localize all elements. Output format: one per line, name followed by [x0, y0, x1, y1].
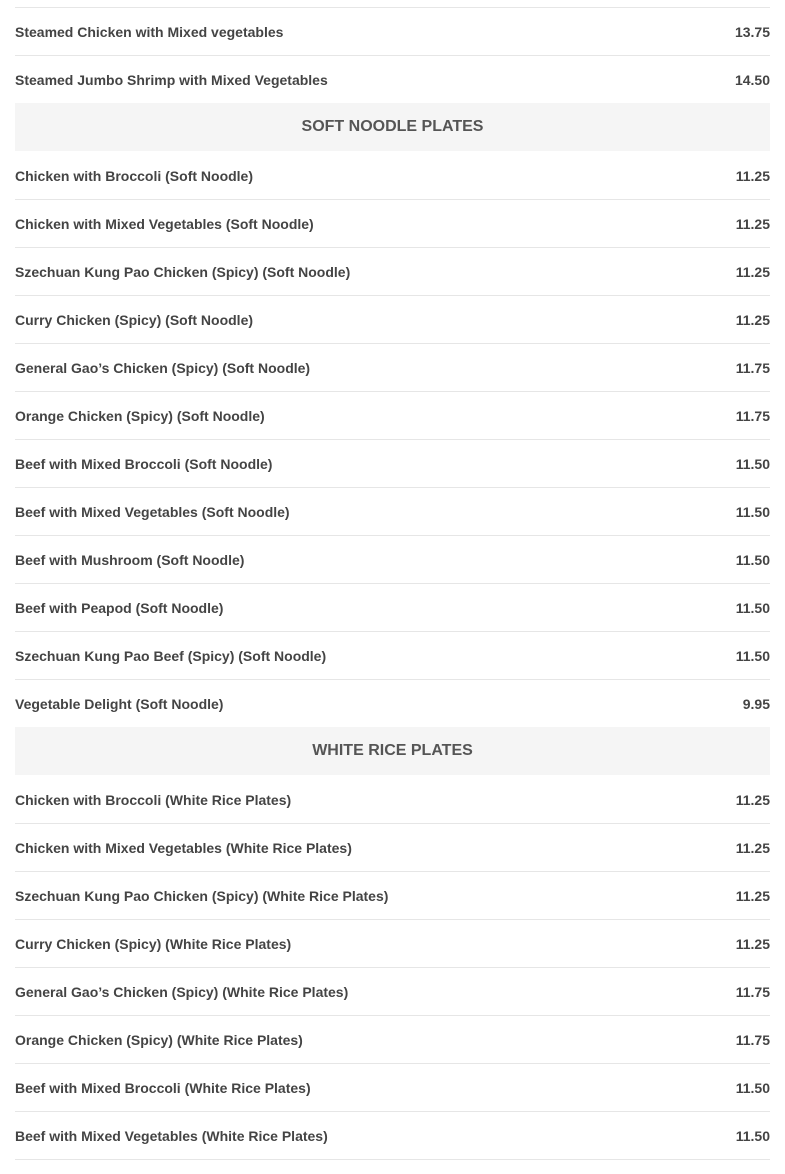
- menu-item-name: Chicken with Mixed Vegetables (Soft Noodle): [15, 216, 314, 232]
- menu-item-price: 11.50: [735, 648, 770, 664]
- menu-item-price: 11.25: [735, 312, 770, 328]
- menu-item[interactable]: [15, 1015, 770, 1063]
- menu-item[interactable]: [15, 1111, 770, 1159]
- menu-item-price: 11.25: [735, 791, 770, 808]
- menu-item-name: General Gao’s Chicken (Spicy) (White Rice Plates): [15, 984, 349, 1000]
- menu-item-name: Szechuan Kung Pao Chicken (Spicy) (White Rice Plates): [15, 888, 389, 904]
- menu-item-price: 11.50: [735, 1080, 770, 1096]
- menu-item[interactable]: [15, 343, 770, 391]
- menu-item-price: 11.50: [735, 552, 770, 568]
- menu-item[interactable]: [15, 295, 770, 343]
- menu-item-price: 11.50: [735, 1128, 770, 1144]
- menu-item[interactable]: [15, 823, 770, 871]
- menu-item-name: Beef with Mixed Vegetables (Soft Noodle): [15, 504, 290, 520]
- menu-item-price: 11.25: [735, 216, 770, 232]
- menu-item[interactable]: [15, 775, 770, 823]
- menu-item-name: Beef with Mushroom (Soft Noodle): [15, 552, 245, 568]
- menu-item-name: Vegetable Delight (Soft Noodle): [15, 696, 224, 712]
- menu-item[interactable]: [15, 151, 770, 199]
- menu-item[interactable]: [15, 967, 770, 1015]
- menu-item-name: Orange Chicken (Spicy) (Soft Noodle): [15, 408, 265, 424]
- menu-item-price: 11.25: [735, 264, 770, 280]
- menu-item-name: Chicken with Broccoli (White Rice Plates): [15, 791, 292, 808]
- menu-item-name: Steamed Jumbo Shrimp with Mixed Vegetables: [15, 72, 328, 88]
- menu-item-price: 11.50: [735, 504, 770, 520]
- menu-item[interactable]: [15, 679, 770, 727]
- menu-item-price: 11.75: [735, 360, 770, 376]
- menu-item-name: Beef with Mixed Vegetables (White Rice Plates): [15, 1128, 328, 1144]
- menu-item[interactable]: [15, 55, 770, 103]
- menu-item-name: Orange Chicken (Spicy) (White Rice Plates): [15, 1032, 303, 1048]
- menu-item-name: Szechuan Kung Pao Beef (Spicy) (Soft Noodle): [15, 648, 327, 664]
- menu-item-name: Steamed Chicken with Mixed vegetables: [15, 24, 284, 40]
- menu-item-price: 9.95: [742, 696, 770, 712]
- menu-item-price: 13.75: [734, 24, 770, 40]
- menu-item-name: Curry Chicken (Spicy) (Soft Noodle): [15, 312, 254, 328]
- menu-item-name: Curry Chicken (Spicy) (White Rice Plates): [15, 936, 292, 952]
- menu-item-name: Chicken with Mixed Vegetables (White Rice Plates): [15, 840, 352, 856]
- menu-item-name: General Gao’s Chicken (Spicy) (Soft Noodle): [15, 360, 311, 376]
- menu-item-price: 11.50: [735, 456, 770, 472]
- menu-item-name: Beef with Mixed Broccoli (White Rice Plates): [15, 1080, 311, 1096]
- menu-item-price: 11.25: [735, 167, 770, 184]
- menu-item-price: 11.25: [735, 840, 770, 856]
- menu-item[interactable]: [15, 391, 770, 439]
- menu-item-name: Chicken with Broccoli (Soft Noodle): [15, 167, 254, 184]
- menu-item[interactable]: [15, 439, 770, 487]
- menu-item-price: 11.75: [735, 408, 770, 424]
- menu-item-name: Beef with Peapod (Soft Noodle): [15, 600, 224, 616]
- menu-item-price: 11.75: [735, 1032, 770, 1048]
- menu-item-price: 11.50: [735, 600, 770, 616]
- section-header-soft-noodle: SOFT NOODLE PLATES: [15, 103, 770, 151]
- menu-item[interactable]: [15, 919, 770, 967]
- menu-list: [15, 7, 770, 1160]
- menu-item[interactable]: [15, 7, 770, 55]
- menu-item[interactable]: [15, 871, 770, 919]
- menu-item-name: Szechuan Kung Pao Chicken (Spicy) (Soft Noodle): [15, 264, 351, 280]
- section-header-white-rice: WHITE RICE PLATES: [15, 727, 770, 775]
- menu-item-price: 11.25: [735, 936, 770, 952]
- menu-item[interactable]: [15, 631, 770, 679]
- menu-item-name: Beef with Mixed Broccoli (Soft Noodle): [15, 456, 273, 472]
- menu-item[interactable]: [15, 535, 770, 583]
- menu-item-price: 11.25: [735, 888, 770, 904]
- menu-item[interactable]: [15, 199, 770, 247]
- divider: [15, 1159, 770, 1160]
- menu-item[interactable]: [15, 583, 770, 631]
- menu-item[interactable]: [15, 487, 770, 535]
- menu-item-price: 14.50: [734, 72, 770, 88]
- menu-item[interactable]: [15, 247, 770, 295]
- menu-item[interactable]: [15, 1063, 770, 1111]
- menu-item-price: 11.75: [735, 984, 770, 1000]
